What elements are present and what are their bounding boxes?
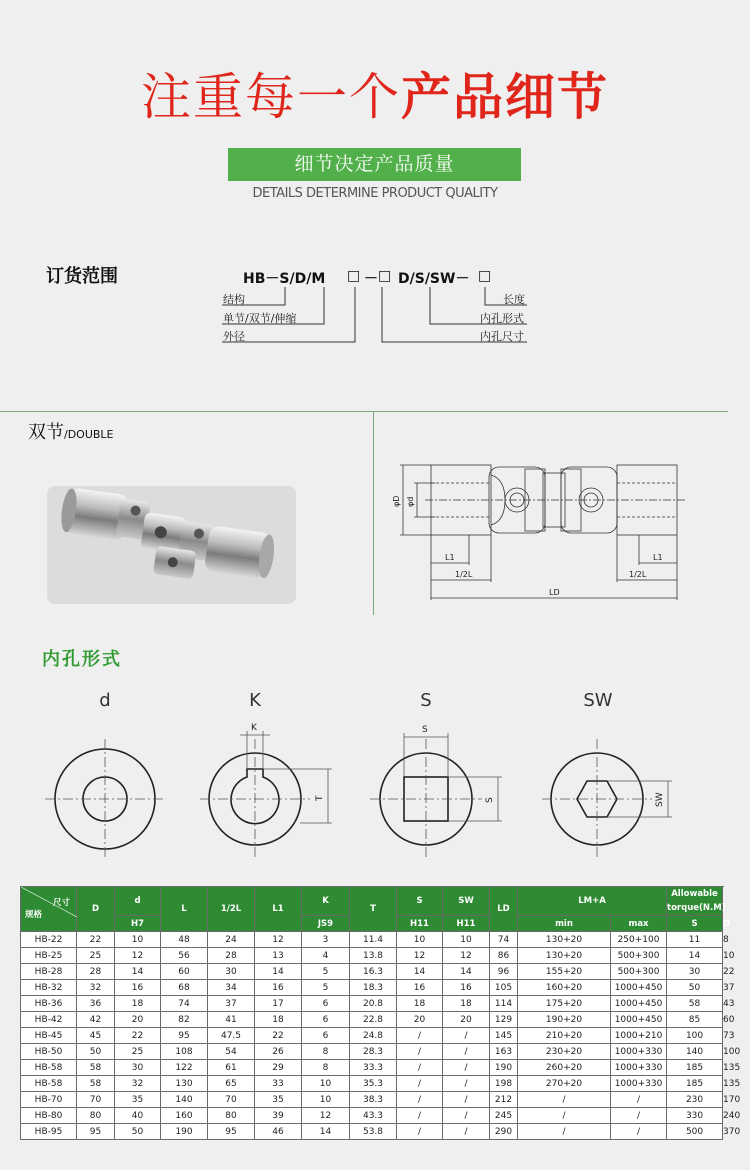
- table-header-LD: LD: [490, 887, 518, 932]
- table-cell: 230+20: [518, 1044, 611, 1060]
- table-cell: 18: [397, 996, 443, 1012]
- table-cell: 290: [490, 1124, 518, 1140]
- quality-banner-subtitle: DETAILS DETERMINE PRODUCT QUALITY: [252, 186, 498, 201]
- table-cell: 25: [77, 948, 115, 964]
- table-cell: 40: [115, 1108, 161, 1124]
- hero-title-part2: 产品细节: [401, 68, 609, 126]
- order-code-leader-lines: [0, 0, 750, 420]
- table-header-lm-a: LM+A: [518, 887, 667, 916]
- table-header-half-L: 1/2L: [208, 887, 255, 932]
- table-cell: 41: [208, 1012, 255, 1028]
- table-subheader-sw-tol: H11: [443, 916, 490, 932]
- table-cell: 16: [397, 980, 443, 996]
- table-header-L1: L1: [255, 887, 302, 932]
- table-cell: 20: [397, 1012, 443, 1028]
- table-cell: 8: [302, 1044, 350, 1060]
- table-header-torque: Allowable torque(N.M): [667, 887, 723, 916]
- double-title-en: /DOUBLE: [64, 428, 114, 441]
- table-subheader-torque-s: S: [667, 916, 723, 932]
- table-cell: 20: [443, 1012, 490, 1028]
- table-cell: 185: [667, 1060, 723, 1076]
- dim-label-LD: LD: [549, 588, 560, 597]
- table-header-T: T: [350, 887, 397, 932]
- table-cell: 11.4: [350, 932, 397, 948]
- table-cell: 16: [115, 980, 161, 996]
- table-cell: 10: [302, 1076, 350, 1092]
- table-cell: 53.8: [350, 1124, 397, 1140]
- dim-label-L1-left: L1: [445, 553, 455, 562]
- table-cell: 33: [255, 1076, 302, 1092]
- table-cell: 500: [667, 1124, 723, 1140]
- table-cell: 155+20: [518, 964, 611, 980]
- table-cell: 33.3: [350, 1060, 397, 1076]
- table-cell: /: [397, 1076, 443, 1092]
- table-cell: 10: [115, 932, 161, 948]
- table-subheader-min: min: [518, 916, 611, 932]
- table-cell: 30: [667, 964, 723, 980]
- table-cell: 65: [208, 1076, 255, 1092]
- order-code-box-2: □: [378, 268, 392, 284]
- table-cell: 20: [115, 1012, 161, 1028]
- table-corner-top: 尺寸: [52, 898, 70, 908]
- table-cell: 130: [161, 1076, 208, 1092]
- table-cell: 18: [443, 996, 490, 1012]
- table-row: HB-50 50 25 108 54 26 8 28.3 / / 163 230+20 1000+330 140 100: [21, 1044, 723, 1060]
- table-cell: 1000+330: [611, 1044, 667, 1060]
- table-subheader-d-tol: H7: [115, 916, 161, 932]
- table-cell: 160: [161, 1108, 208, 1124]
- table-row: HB-95 95 50 190 95 46 14 53.8 / / 290 / / 500 370: [21, 1124, 723, 1140]
- table-cell: 16.3: [350, 964, 397, 980]
- table-cell: 3: [302, 932, 350, 948]
- table-cell: 22.8: [350, 1012, 397, 1028]
- table-cell: /: [443, 1124, 490, 1140]
- spec-table-body: [21, 932, 741, 1140]
- double-section-title: [28, 418, 114, 444]
- table-cell: /: [443, 1092, 490, 1108]
- table-cell: 330: [667, 1108, 723, 1124]
- table-cell: 1000+330: [611, 1060, 667, 1076]
- table-cell: 160+20: [518, 980, 611, 996]
- table-cell: 26: [255, 1044, 302, 1060]
- table-cell: 24.8: [350, 1028, 397, 1044]
- table-cell: 28: [208, 948, 255, 964]
- table-cell: 500+300: [611, 964, 667, 980]
- table-cell: 14: [302, 1124, 350, 1140]
- table-cell: 163: [490, 1044, 518, 1060]
- table-cell: 80: [208, 1108, 255, 1124]
- table-cell-model: HB-45: [21, 1028, 77, 1044]
- table-row: HB-58 58 32 130 65 33 10 35.3 / / 198 270+20 1000+330 185 135: [21, 1076, 723, 1092]
- table-cell: 70: [208, 1092, 255, 1108]
- table-cell-model: HB-58: [21, 1076, 77, 1092]
- table-cell: 1000+330: [611, 1076, 667, 1092]
- table-cell: /: [611, 1124, 667, 1140]
- table-cell: 230: [667, 1092, 723, 1108]
- table-cell: 29: [255, 1060, 302, 1076]
- order-label-type: 单节/双节/伸缩: [223, 312, 297, 325]
- dim-label-half-L-right: 1/2L: [629, 570, 647, 579]
- table-cell: 54: [208, 1044, 255, 1060]
- table-cell: 1000+210: [611, 1028, 667, 1044]
- table-cell: 45: [77, 1028, 115, 1044]
- table-cell: 35: [255, 1092, 302, 1108]
- table-cell: 12: [397, 948, 443, 964]
- table-cell: 14: [255, 964, 302, 980]
- table-cell: 80: [77, 1108, 115, 1124]
- table-cell: 95: [77, 1124, 115, 1140]
- bore-dim-s-top: S: [422, 725, 428, 735]
- order-code-box-1: □: [347, 268, 361, 284]
- table-cell: /: [397, 1028, 443, 1044]
- table-row: HB-45 45 22 95 47.5 22 6 24.8 / / 145 210+20 1000+210 100 73: [21, 1028, 723, 1044]
- table-row: HB-36 36 18 74 37 17 6 20.8 18 18 114 175+20 1000+450 58 43: [21, 996, 723, 1012]
- table-cell: /: [518, 1092, 611, 1108]
- table-cell: 1000+450: [611, 996, 667, 1012]
- table-cell: 82: [161, 1012, 208, 1028]
- universal-joint-photo-illustration: [47, 486, 296, 604]
- table-cell: 39: [255, 1108, 302, 1124]
- table-cell: 10: [397, 932, 443, 948]
- table-cell: /: [397, 1108, 443, 1124]
- section-divider: [0, 411, 728, 412]
- table-cell: 36: [77, 996, 115, 1012]
- table-cell: 8: [302, 1060, 350, 1076]
- table-cell-model: HB-22: [21, 932, 77, 948]
- table-cell: 46: [255, 1124, 302, 1140]
- table-cell: 95: [161, 1028, 208, 1044]
- table-cell: 14: [115, 964, 161, 980]
- table-cell-model: HB-36: [21, 996, 77, 1012]
- table-cell: 12: [443, 948, 490, 964]
- bore-dim-k: K: [251, 723, 257, 733]
- table-cell-model: HB-70: [21, 1092, 77, 1108]
- table-cell: 48: [161, 932, 208, 948]
- table-cell: 56: [161, 948, 208, 964]
- table-row: HB-22 22 10 48 24 12 3 11.4 10 10 74 130+20 250+100 11 8: [21, 932, 723, 948]
- table-cell: 122: [161, 1060, 208, 1076]
- table-cell: 145: [490, 1028, 518, 1044]
- order-label-structure: 结构: [223, 293, 245, 306]
- bore-dim-sw: SW: [655, 792, 665, 807]
- table-cell: 50: [667, 980, 723, 996]
- table-cell-model: HB-50: [21, 1044, 77, 1060]
- order-label-bore-size: 内孔尺寸: [480, 330, 524, 343]
- table-header-SW: SW: [443, 887, 490, 916]
- table-cell: 18: [255, 1012, 302, 1028]
- table-cell: /: [397, 1092, 443, 1108]
- table-cell: 30: [208, 964, 255, 980]
- table-cell: 13.8: [350, 948, 397, 964]
- table-cell: 30: [115, 1060, 161, 1076]
- table-cell: 70: [77, 1092, 115, 1108]
- table-cell-model: HB-95: [21, 1124, 77, 1140]
- table-cell: /: [397, 1124, 443, 1140]
- table-cell-model: HB-32: [21, 980, 77, 996]
- table-cell: 198: [490, 1076, 518, 1092]
- table-cell: 12: [115, 948, 161, 964]
- table-subheader-s-tol: H11: [397, 916, 443, 932]
- table-cell-model: HB-58: [21, 1060, 77, 1076]
- table-cell-model: HB-28: [21, 964, 77, 980]
- table-cell: 11: [667, 932, 723, 948]
- table-header-D: D: [77, 887, 115, 932]
- table-cell: 175+20: [518, 996, 611, 1012]
- table-cell: 38.3: [350, 1092, 397, 1108]
- order-label-bore-type: 内孔形式: [480, 312, 524, 325]
- table-cell: 35.3: [350, 1076, 397, 1092]
- table-cell: 32: [77, 980, 115, 996]
- table-cell: 245: [490, 1108, 518, 1124]
- dim-label-half-L-left: 1/2L: [455, 570, 473, 579]
- table-cell: 42: [77, 1012, 115, 1028]
- table-cell: 6: [302, 1028, 350, 1044]
- table-cell: 140: [161, 1092, 208, 1108]
- order-code-box-3: □: [478, 268, 492, 284]
- table-cell: /: [518, 1124, 611, 1140]
- order-label-outer-diameter: 外径: [223, 330, 245, 343]
- table-subheader-max: max: [611, 916, 667, 932]
- table-cell: /: [611, 1108, 667, 1124]
- order-code-suffix: D/S/SW－: [398, 271, 470, 287]
- table-header-S: S: [397, 887, 443, 916]
- table-cell: 22: [77, 932, 115, 948]
- table-cell: 130+20: [518, 932, 611, 948]
- table-row: HB-25 25 12 56 28 13 4 13.8 12 12 86 130+20 500+300 14 10: [21, 948, 723, 964]
- table-cell: /: [443, 1028, 490, 1044]
- table-cell: 129: [490, 1012, 518, 1028]
- dim-label-D: φD: [392, 495, 401, 507]
- table-cell: 6: [302, 1012, 350, 1028]
- table-row: HB-42 42 20 82 41 18 6 22.8 20 20 129 190+20 1000+450 85 60: [21, 1012, 723, 1028]
- table-cell: 25: [115, 1044, 161, 1060]
- order-code-prefix: HB－S/D/M: [243, 271, 326, 287]
- double-joint-technical-drawing: [392, 455, 695, 610]
- table-cell: 14: [667, 948, 723, 964]
- table-cell: 96: [490, 964, 518, 980]
- table-cell: 50: [77, 1044, 115, 1060]
- bore-dim-s-side: S: [485, 797, 495, 803]
- table-cell: 190: [161, 1124, 208, 1140]
- table-cell: 190: [490, 1060, 518, 1076]
- table-cell: 74: [490, 932, 518, 948]
- table-subheader-k-tol: JS9: [302, 916, 350, 932]
- table-cell: 12: [255, 932, 302, 948]
- table-cell: 85: [667, 1012, 723, 1028]
- table-cell: 50: [115, 1124, 161, 1140]
- table-cell: 250+100: [611, 932, 667, 948]
- table-corner-header: [21, 887, 77, 932]
- table-cell: /: [611, 1092, 667, 1108]
- table-cell: 37: [208, 996, 255, 1012]
- table-cell: 13: [255, 948, 302, 964]
- table-cell: 61: [208, 1060, 255, 1076]
- dim-label-d: φd: [406, 496, 415, 507]
- section-vertical-divider: [373, 412, 374, 615]
- table-cell: 1000+450: [611, 980, 667, 996]
- table-cell: 18.3: [350, 980, 397, 996]
- table-cell: 500+300: [611, 948, 667, 964]
- table-cell: 74: [161, 996, 208, 1012]
- order-range-title: 订货范围: [46, 266, 118, 287]
- table-cell: 47.5: [208, 1028, 255, 1044]
- table-cell: 212: [490, 1092, 518, 1108]
- table-cell: 5: [302, 980, 350, 996]
- table-cell: 22: [255, 1028, 302, 1044]
- table-corner-diagonal: [21, 887, 77, 917]
- table-row: HB-80 80 40 160 80 39 12 43.3 / / 245 / / 330 240: [21, 1108, 723, 1124]
- table-cell: 114: [490, 996, 518, 1012]
- table-cell: 16: [443, 980, 490, 996]
- table-cell: 20.8: [350, 996, 397, 1012]
- order-label-length: 长度: [503, 293, 525, 306]
- table-cell: 95: [208, 1124, 255, 1140]
- table-cell: 24: [208, 932, 255, 948]
- table-row: HB-28 28 14 60 30 14 5 16.3 14 14 96 155+20 500+300 30 22: [21, 964, 723, 980]
- double-title: 双节: [28, 422, 64, 443]
- table-cell: 4: [302, 948, 350, 964]
- table-cell: 105: [490, 980, 518, 996]
- hero-title-part1: 注重每一个: [141, 68, 401, 126]
- table-row: HB-32 32 16 68 34 16 5 18.3 16 16 105 160+20 1000+450 50 37: [21, 980, 723, 996]
- table-cell: 43.3: [350, 1108, 397, 1124]
- quality-banner: 细节决定产品质量: [228, 148, 521, 181]
- order-code-dash: －: [364, 271, 378, 287]
- table-cell: 260+20: [518, 1060, 611, 1076]
- table-cell: 190+20: [518, 1012, 611, 1028]
- table-cell: 210+20: [518, 1028, 611, 1044]
- table-cell: 34: [208, 980, 255, 996]
- table-cell: 100: [667, 1028, 723, 1044]
- table-header-L: L: [161, 887, 208, 932]
- table-corner-bottom: 规格: [25, 910, 43, 920]
- bore-type-drawings: [40, 715, 710, 865]
- table-cell: 58: [667, 996, 723, 1012]
- table-cell: 10: [443, 932, 490, 948]
- spec-table: 尺寸 规格 D d L 1/2L L1 K T S SW LD LM+A Allowable torque(N.M) H7 JS9 H11 H11 min max S D HB-22 22 10 48 24 12 3 11.4 10 10 74 130+20 250+100 11 8 HB-25 25 12 56 28 13 4 13.8 12 12 86 130+20 500+300 14 10 HB-28 28 14 60 30 14 5 16.3 14 14 96 155+20 500+300 30 22 HB-32 32 16 68 34 16 5 18.3 16 16 105 160+20 1000+450 50 37 HB-36 36 18 74 37 17 6 20.8 18 18 114 175+20 1000+450 58 43 HB-42 42 20 82 41 18 6 22.8 20 20 129 190+20 1000+450 85 60 HB-45 45 22 95 47.5 22 6 24.8 / / 145 210+20 1000+210 100 73 HB-50 50 25 108 54 26 8 28.3 / / 163 230+20 1000+330 140 100 HB-58 58 30 122 61 29 8 33.3 / / 190 260+20 1000+330 185 135 HB-58 58 32 130 65 33 10 35.3 / / 198 270+20 1000+330 185 135 HB-70 70 35 140 70 35 10 38.3 / / 212 / / 230 170 HB-80 80 40 160 80 39 12 43.3 / / 245 / / 330 240 HB-95 95 50 190 95 46 14 53.8 / / 290 / / 500 370: [20, 886, 723, 1140]
- table-cell: 32: [115, 1076, 161, 1092]
- bore-type-d-label: d: [99, 690, 111, 711]
- table-cell: /: [443, 1044, 490, 1060]
- dim-label-L1-right: L1: [653, 553, 663, 562]
- table-cell: /: [443, 1076, 490, 1092]
- table-cell: 22: [115, 1028, 161, 1044]
- table-header-d: d: [115, 887, 161, 916]
- table-cell: 270+20: [518, 1076, 611, 1092]
- table-cell: 14: [397, 964, 443, 980]
- table-cell: /: [443, 1060, 490, 1076]
- table-row: HB-70 70 35 140 70 35 10 38.3 / / 212 / / 230 170: [21, 1092, 723, 1108]
- table-cell: 185: [667, 1076, 723, 1092]
- table-cell: 28: [77, 964, 115, 980]
- table-cell: 108: [161, 1044, 208, 1060]
- table-cell: 17: [255, 996, 302, 1012]
- table-cell: 16: [255, 980, 302, 996]
- table-cell: 35: [115, 1092, 161, 1108]
- table-cell: 130+20: [518, 948, 611, 964]
- table-cell: 14: [443, 964, 490, 980]
- table-cell: /: [518, 1108, 611, 1124]
- bore-type-s-label: S: [420, 690, 432, 711]
- double-joint-photo: [47, 486, 296, 604]
- table-cell-model: HB-42: [21, 1012, 77, 1028]
- table-cell: 18: [115, 996, 161, 1012]
- table-cell: /: [443, 1108, 490, 1124]
- table-row: HB-58 58 30 122 61 29 8 33.3 / / 190 260+20 1000+330 185 135: [21, 1060, 723, 1076]
- table-cell: 6: [302, 996, 350, 1012]
- table-cell: 10: [302, 1092, 350, 1108]
- bore-dim-t: T: [315, 795, 325, 801]
- bore-type-sw-label: SW: [583, 690, 613, 711]
- table-cell: 68: [161, 980, 208, 996]
- table-cell: 28.3: [350, 1044, 397, 1060]
- table-cell: /: [397, 1060, 443, 1076]
- table-cell: 60: [161, 964, 208, 980]
- table-cell: 5: [302, 964, 350, 980]
- table-cell: 58: [77, 1060, 115, 1076]
- table-cell: 1000+450: [611, 1012, 667, 1028]
- bore-type-k-label: K: [249, 690, 261, 711]
- table-cell: 86: [490, 948, 518, 964]
- table-header-K: K: [302, 887, 350, 916]
- table-cell: /: [397, 1044, 443, 1060]
- table-cell: 12: [302, 1108, 350, 1124]
- table-cell: 140: [667, 1044, 723, 1060]
- table-cell-model: HB-80: [21, 1108, 77, 1124]
- table-cell-model: HB-25: [21, 948, 77, 964]
- bore-types-title: 内孔形式: [42, 649, 122, 670]
- table-cell: 58: [77, 1076, 115, 1092]
